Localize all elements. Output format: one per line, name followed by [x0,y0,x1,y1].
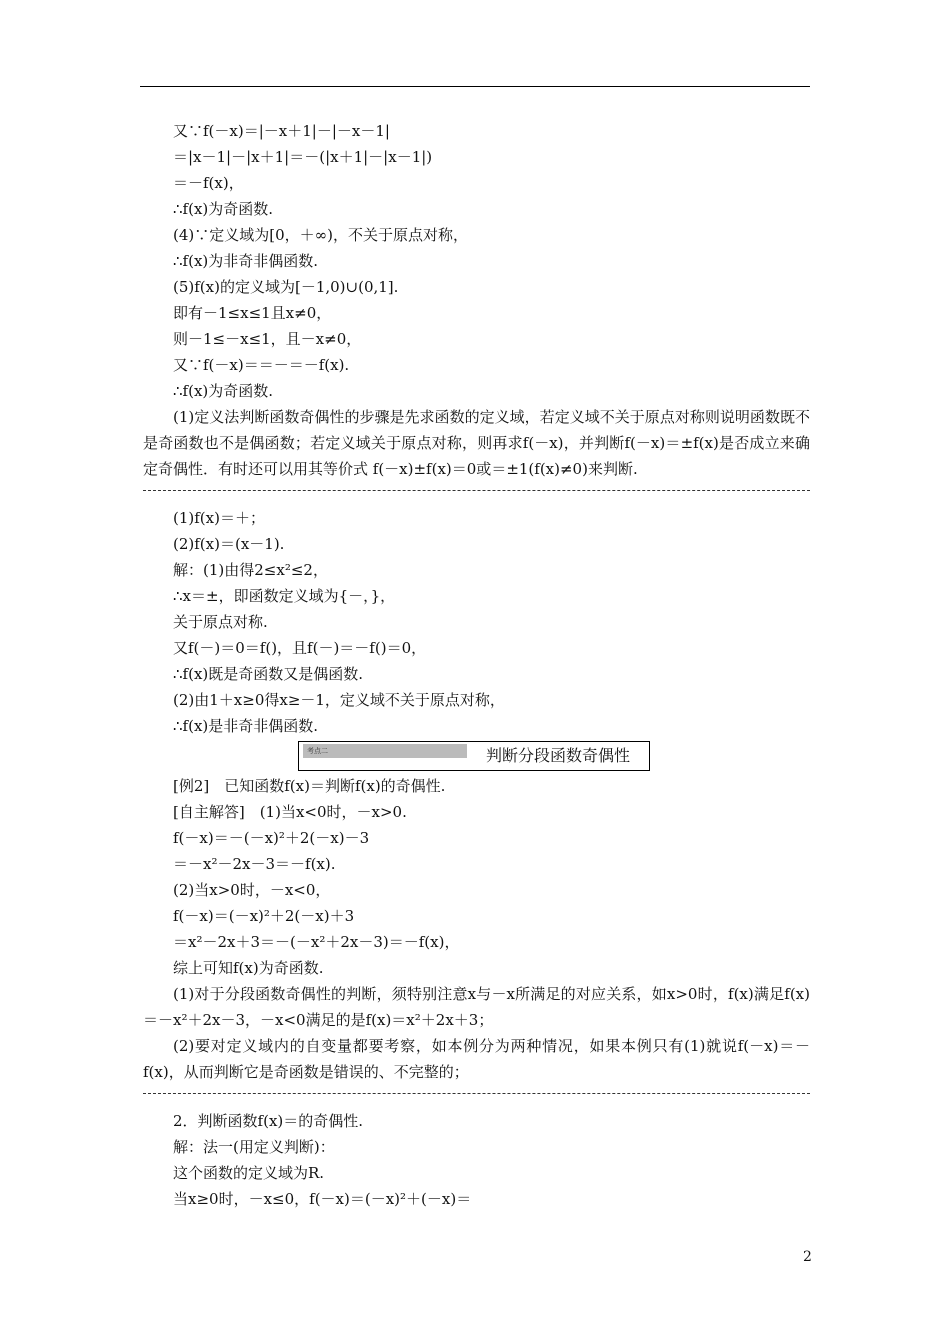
text-line: ＝－x²－2x－3＝－f(x). [173,855,336,873]
section-divider [143,1093,810,1098]
section-divider [143,490,810,495]
text-line: [例2] 已知函数f(x)＝判断f(x)的奇偶性. [173,777,446,795]
text-line: (2)由1＋x≥0得x≥－1，定义域不关于原点对称， [173,691,505,709]
text-line: 综上可知f(x)为奇函数. [173,959,324,977]
note-paragraph: (1)定义法判断函数奇偶性的步骤是先求函数的定义域，若定义域不关于原点对称则说明函数既不是奇函数也不是偶函数；若定义域关于原点对称，则再求f(－x)，并判断f(－x)＝±f(x)是否成立来确定奇偶性．有时还可以用其等价式 f(－x)±f(x)＝0或＝±1(f(x)≠0)来判断. [143,408,810,478]
text-line: (4)∵定义域为[0，＋∞)，不关于原点对称， [173,226,468,244]
text-line: (1)f(x)＝＋； [173,509,265,527]
text-line: ∴x＝±，即函数定义域为{－，}， [173,587,396,605]
topic-header-box [298,741,650,771]
text-line: 这个函数的定义域为R. [173,1164,325,1182]
text-line: 即有－1≤x≤1且x≠0， [173,304,332,322]
document-body [143,118,810,1212]
header-rule [140,86,810,87]
text-line: ∴f(x)为非奇非偶函数. [173,252,319,270]
text-line: ＝x²－2x＋3＝－(－x²＋2x－3)＝－f(x)， [173,933,460,951]
text-line: 又∵f(－x)＝|－x＋1|－|－x－1| [173,122,390,140]
text-line: 又f(－)＝0＝f()，且f(－)＝－f()＝0， [173,639,427,657]
text-line: ∴f(x)既是奇函数又是偶函数. [173,665,364,683]
text-line: f(－x)＝－(－x)²＋2(－x)－3 [173,829,370,847]
text-line: f(－x)＝(－x)²＋2(－x)＋3 [173,907,355,925]
text-line: ∴f(x)为奇函数. [173,200,274,218]
text-line: 解：(1)由得2≤x²≤2， [173,561,328,579]
text-line: (2)f(x)＝(x－1). [173,535,285,553]
text-line: ∴f(x)是非奇非偶函数. [173,717,319,735]
topic-title: 判断分段函数奇偶性 [486,746,631,765]
text-line: 当x≥0时，－x≤0，f(－x)＝(－x)²＋(－x)＝ [173,1190,472,1208]
text-line: (2)当x>0时，－x<0， [173,881,331,899]
page-number: 2 [803,1249,812,1265]
text-line: ∴f(x)为奇函数. [173,382,274,400]
text-line: 解：法一(用定义判断)： [173,1138,335,1156]
text-line: 又∵f(－x)＝＝－＝－f(x). [173,356,350,374]
topic-badge: 考点二 [303,744,467,758]
text-line: 关于原点对称. [173,613,268,631]
text-line: ＝|x－1|－|x＋1|＝－(|x＋1|－|x－1|) [173,148,433,166]
text-line: (5)f(x)的定义域为[－1,0)∪(0,1]. [173,278,399,296]
note-paragraph: (2)要对定义域内的自变量都要考察，如本例分为两种情况，如果本例只有(1)就说f(－x)＝－f(x)，从而判断它是奇函数是错误的、不完整的； [143,1037,810,1081]
text-line: 则－1≤－x≤1，且－x≠0， [173,330,362,348]
text-line: [自主解答] (1)当x<0时，－x>0. [173,803,407,821]
note-paragraph: (1)对于分段函数奇偶性的判断，须特别注意x与－x所满足的对应关系，如x>0时，f(x)满足f(x)＝－x²＋2x－3，－x<0满足的是f(x)＝x²＋2x＋3； [143,985,810,1029]
text-line: ＝－f(x)， [173,174,244,192]
text-line: 2．判断函数f(x)＝的奇偶性. [173,1112,364,1130]
